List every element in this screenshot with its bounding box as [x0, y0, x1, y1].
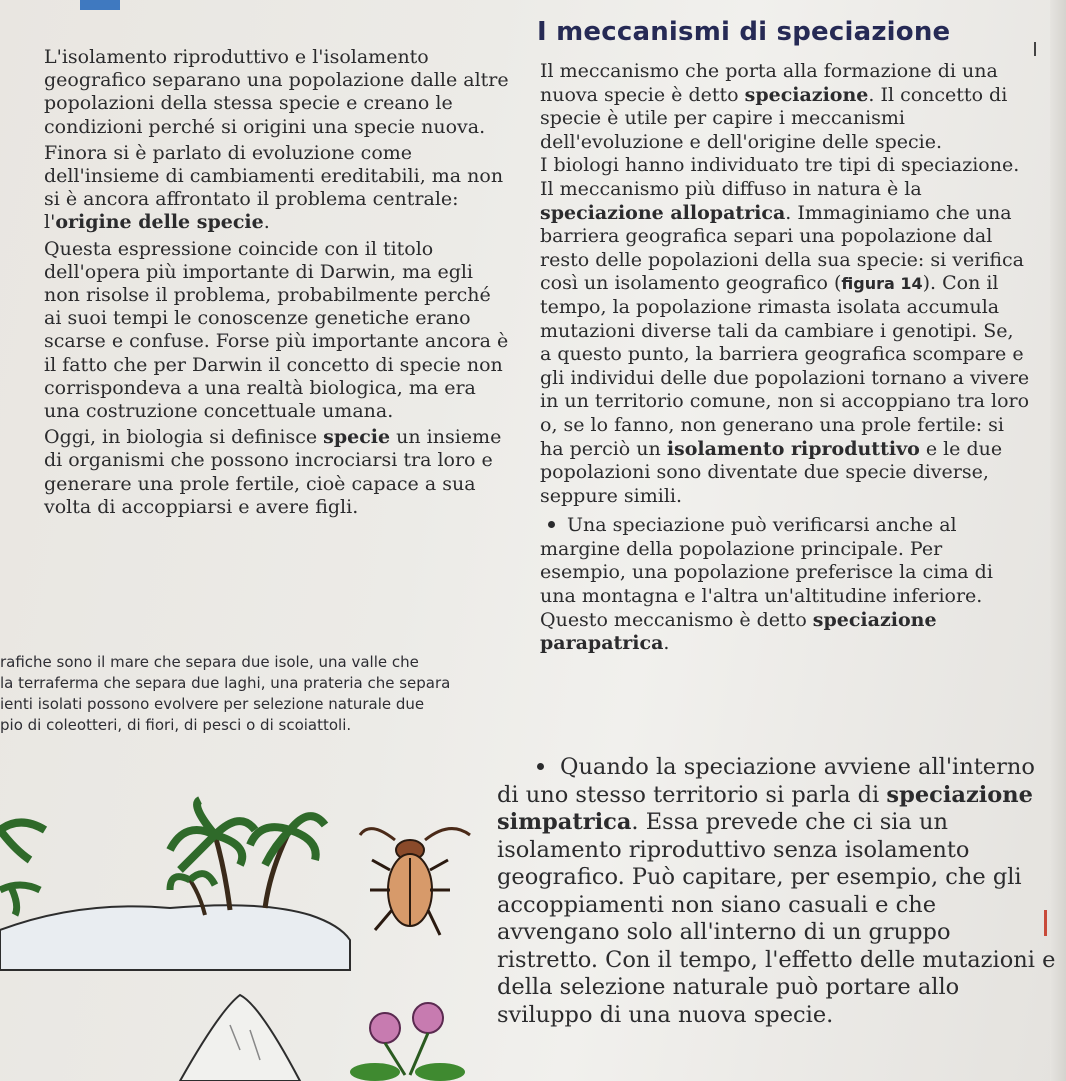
term-speciation: speciazione [744, 83, 869, 106]
text-run: un insieme di organismi che possono incrociarsi tra loro e generare una prole fertile, cioè capace a sua volta di accoppiarsi e avere figli. [44, 426, 502, 518]
text-run: Oggi, in biologia si definisce [44, 426, 324, 449]
text-run: Finora si è parlato di evoluzione come dell'insieme di cambiamenti ereditabili, ma non si è ancora affrontato il problema centrale: l' [44, 141, 504, 234]
text-run: e le due popolazioni sono diventate due specie diverse, seppure simili. [540, 437, 1003, 507]
text-run: Quando la speciazione avviene all'interno di uno stesso territorio si parla di [497, 754, 1035, 808]
figure-reference: figura 14 [841, 274, 923, 294]
paragraph-sympatric [497, 754, 1057, 1029]
page-edge-mark [1034, 42, 1036, 56]
section-heading: I meccanismi di speciazione [537, 17, 951, 47]
flower-icon [350, 1003, 465, 1081]
term-species: specie [323, 426, 391, 449]
text-run: . Essa prevede che ci sia un isolamento riproduttivo senza isolamento geografico. Può capitare, per esempio, che gli accoppiamenti non siano casuali e che avvengano solo all'interno di un gruppo ristretto. Con il tempo, l'effetto delle mutazioni e della selezione naturale può portare allo sviluppo di una nuova specie. [497, 809, 1056, 1028]
text-run: Una speciazione può verificarsi anche al margine della popolazione principale. Per esempio, una popolazione preferisce la cima di una montagna e l'altra un'altitudine inferiore. Questo meccanismo è detto [540, 514, 993, 631]
paragraph-species-definition [44, 426, 514, 519]
text-run: ). Con il tempo, la popolazione rimasta isolata accumula mutazioni diverse tali da cambiare i genotipi. Se, a questo punto, la barriera geografica scompare e gli individui delle due popolazioni tornano a vivere in un territorio comune, non si accoppiano tra loro o, se lo fanno, non generano una prole fertile: si ha perciò un [540, 272, 1030, 460]
text-run: . Immaginiamo che una barriera geografica separi una popolazione dal resto delle popolazioni della sua specie: si verifica così un isolamento geografico ( [540, 201, 1025, 295]
island-illustration [0, 905, 350, 970]
beetle-icon [360, 829, 470, 935]
figure-14-illustration [0, 790, 500, 1081]
bullet [548, 521, 555, 528]
sympatric-paragraph-block [497, 754, 1057, 1029]
term-reproductive-isolation: isolamento riproduttivo [666, 437, 920, 460]
paragraph-parapatric [540, 514, 1030, 656]
blue-page-tab [80, 0, 120, 10]
term-sympatric: speciazione simpatrica [497, 781, 1033, 835]
paragraph-isolation: L'isolamento riproduttivo e l'isolamento geografico separano una popolazione dalle altre popolazioni della stessa specie e creano le condizioni perché si origini una specie nuova. [44, 46, 509, 138]
term-origin-of-species: origine delle specie [55, 211, 264, 234]
bullet [537, 763, 544, 770]
term-parapatric: speciazione parapatrica [540, 608, 937, 655]
text-run: . [263, 211, 270, 234]
text-run: Il meccanismo che porta alla formazione di una nuova specie è detto [540, 60, 998, 106]
text-run: . [663, 632, 670, 655]
paragraph-darwin: Questa espressione coincide con il titolo dell'opera più importante di Darwin, ma egli non risolse il problema, probabilmente perché ai suoi tempi le conoscenze genetiche erano scarse e confuse. Forse più importante ancora è il fatto che per Darwin il concetto di specie non corrispondeva a una realtà biologica, ma era una costruzione concettuale umana. [44, 237, 509, 423]
caption-line: la terraferma che separa due laghi, una prateria che separa [0, 674, 451, 692]
paragraph-speciation [540, 60, 1030, 154]
term-allopatric: speciazione allopatrica [540, 201, 786, 224]
figure-caption [0, 652, 510, 736]
left-column [44, 46, 514, 522]
caption-line: rafiche sono il mare che separa due isole, una valle che [0, 653, 419, 671]
paragraph-evolution [44, 142, 514, 235]
palm-tree-icon [170, 800, 325, 915]
text-run: I biologi hanno individuato tre tipi di speciazione. Il meccanismo più diffuso in natura è la [540, 154, 1020, 200]
right-column [540, 60, 1030, 656]
paragraph-allopatric [540, 154, 1030, 508]
palm-tree-left-icon [0, 823, 45, 916]
mountain-illustration [180, 995, 300, 1081]
caption-line: ienti isolati possono evolvere per selezione naturale due [0, 695, 425, 713]
caption-line: pio di coleotteri, di fiori, di pesci o di scoiattoli. [0, 716, 352, 734]
text-run: . Il concetto di specie è utile per capire i meccanismi dell'evoluzione e dell'origine delle specie. [540, 83, 1008, 153]
